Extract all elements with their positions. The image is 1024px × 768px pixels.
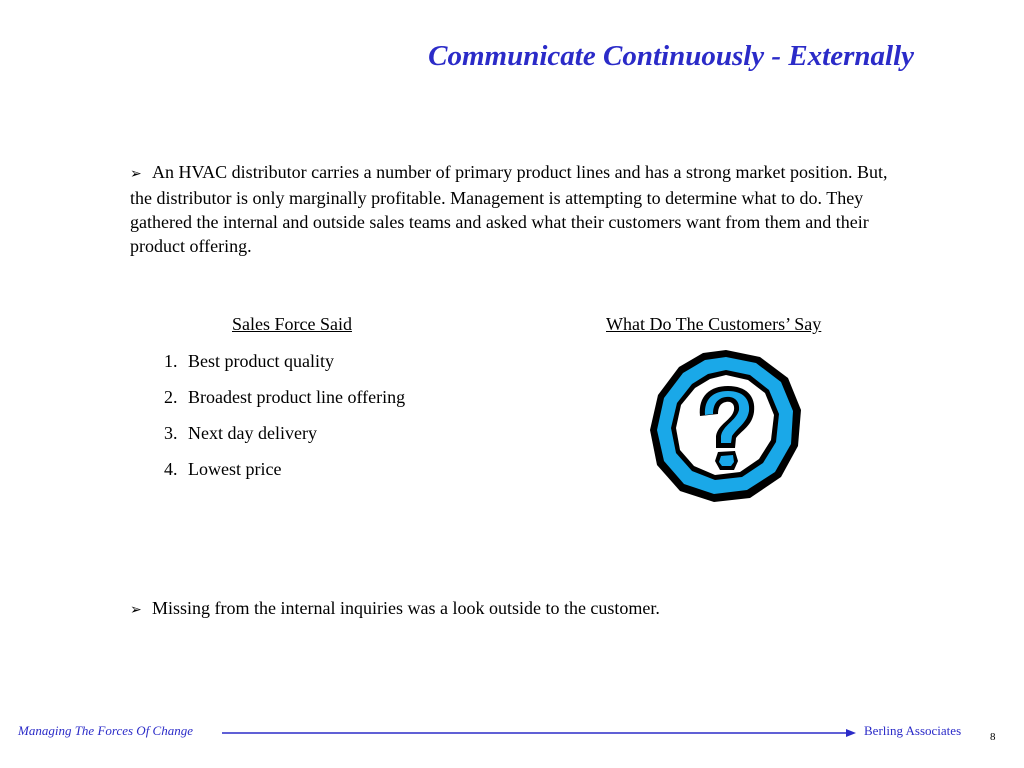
list-item-text: Broadest product line offering — [188, 387, 406, 407]
closing-bullet — [130, 596, 900, 622]
customers-heading: What Do The Customers’ Say — [606, 314, 822, 334]
arrow-bullet-icon: ➢ — [130, 602, 142, 618]
sales-force-heading: Sales Force Said — [232, 314, 352, 334]
list-item-text: Next day delivery — [188, 423, 317, 443]
arrow-bullet-icon: ➢ — [130, 166, 142, 182]
page-number: 8 — [990, 731, 996, 743]
list-item-text: Lowest price — [188, 459, 282, 479]
footer-company: Berling Associates — [864, 723, 962, 738]
list-item — [164, 386, 405, 422]
closing-bullet-text: Missing from the internal inquiries was a look outside to the customer. — [152, 598, 660, 618]
sales-force-list — [164, 350, 405, 494]
footer-arrow-line — [222, 727, 856, 739]
list-item-number: 3. — [164, 423, 178, 443]
list-item — [164, 458, 405, 494]
list-item-number: 4. — [164, 459, 178, 479]
question-dot — [719, 455, 734, 466]
list-item-number: 2. — [164, 387, 178, 407]
intro-bullet — [130, 160, 900, 258]
list-item-number: 1. — [164, 351, 178, 371]
intro-bullet-text: An HVAC distributor carries a number of primary product lines and has a strong market position. But, the distributor is only marginally profitable. Management is attempting to determine what to do. They gathered the internal and outside sales teams and asked what their customers want from them and their product offering. — [130, 162, 888, 256]
list-item-text: Best product quality — [188, 351, 334, 371]
footer-title: Managing The Forces Of Change — [18, 723, 193, 738]
list-item — [164, 350, 405, 386]
slide-title: Communicate Continuously - Externally — [428, 40, 914, 72]
list-item — [164, 422, 405, 458]
question-mark-icon — [648, 348, 804, 504]
